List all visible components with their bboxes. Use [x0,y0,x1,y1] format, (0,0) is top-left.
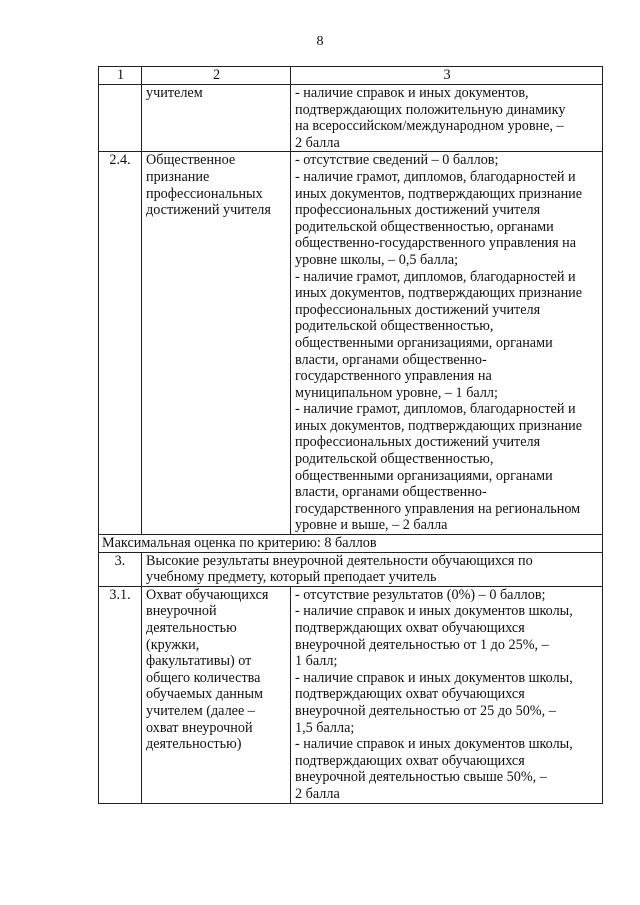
text-line: власти, органами общественно- [295,351,487,368]
text-line: достижений учителя [146,202,271,219]
text-line: профессиональных достижений учителя [295,301,541,318]
table-header-row [99,67,603,85]
text-line: Общественное [146,152,236,169]
table-row [99,552,603,586]
text-line: родительской общественностью, [295,318,494,335]
max-score-row [99,535,603,553]
text-line: профессиональных достижений учителя [295,202,541,219]
table-row [99,152,603,535]
text-line: охват внеурочной [146,719,253,736]
text-line: Охват обучающихся [146,586,269,603]
text-line: - наличие грамот, дипломов, благодарностей и [295,401,576,418]
row-number-cell: 2.4. [99,152,142,535]
text-line: внеурочной деятельностью от 1 до 25%, – [295,636,549,653]
text-line: 1,5 балла; [295,719,355,736]
table-row [99,586,603,803]
row-number-cell: 3.1. [99,586,142,803]
header-cell: 3 [291,67,603,85]
text-line: уровне школы, – 0,5 балла; [295,251,459,268]
scoring-cell [291,152,603,535]
section-title-cell [142,552,603,586]
text-line: 2 балла [295,134,340,151]
text-line: общественными организациями, органами [295,467,553,484]
criteria-table [98,66,603,804]
text-line: иных документов, подтверждающих признание [295,185,583,202]
text-line: - наличие справок и иных документов школы, [295,736,573,753]
text-line: 1 балл; [295,653,338,670]
text-line: деятельностью [146,620,237,636]
text-line: внеурочной деятельностью свыше 50%, – [295,769,547,786]
text-line: подтверждающих охват обучающихся [295,752,525,769]
text-line: иных документов, подтверждающих признание [295,285,583,302]
text-line: учителем [146,85,203,101]
text-line: признание [146,168,210,185]
row-number-cell [99,85,142,152]
text-line: внеурочной [146,603,217,620]
text-line: профессиональных достижений учителя [295,434,541,451]
text-line: - отсутствие сведений – 0 баллов; [295,152,499,169]
criterion-cell [142,152,291,535]
text-line: Высокие результаты внеурочной деятельности обучающихся по [146,552,533,569]
text-line: родительской общественностью, органами [295,218,554,235]
text-line: подтверждающих положительную динамику [295,101,566,118]
text-line: внеурочной деятельностью от 25 до 50%, – [295,702,556,719]
text-line: 2 балла [295,785,340,802]
text-line: учителем (далее – [146,702,255,719]
max-score-cell: Максимальная оценка по критерию: 8 баллов [99,535,603,553]
text-line: - наличие грамот, дипломов, благодарностей и [295,268,576,285]
scoring-cell [291,85,603,152]
text-line: деятельностью) [146,736,242,753]
text-line: учебному предмету, который преподает учитель [146,569,437,586]
text-line: власти, органами общественно- [295,484,487,501]
text-line: иных документов, подтверждающих признание [295,417,583,434]
text-line: муниципальном уровне, – 1 балл; [295,384,498,401]
text-line: - наличие справок и иных документов школы, [295,669,573,686]
text-line: общественно-государственного управления на [295,235,577,252]
header-cell: 1 [99,67,142,85]
criterion-cell [142,586,291,803]
text-line: (кружки, [146,636,200,653]
text-line: государственного управления на [295,368,492,385]
table-row [99,85,603,152]
header-cell: 2 [142,67,291,85]
text-line: родительской общественностью, [295,451,494,468]
scoring-cell [291,586,603,803]
text-line: на всероссийском/международном уровне, – [295,118,564,135]
criterion-cell [142,85,291,152]
text-line: профессиональных [146,185,263,202]
text-line: - наличие справок и иных документов школы, [295,603,573,620]
text-line: уровне и выше, – 2 балла [295,517,448,534]
text-line: - наличие справок и иных документов, [295,85,529,101]
text-line: факультативы) от [146,653,252,670]
page-number: 8 [316,34,324,49]
row-number-cell: 3. [99,552,142,586]
text-line: общественными организациями, органами [295,334,553,351]
text-line: - наличие грамот, дипломов, благодарностей и [295,168,576,185]
text-line: обучаемых данным [146,686,263,703]
text-line: государственного управления на региональном [295,500,581,517]
text-line: подтверждающих охват обучающихся [295,620,525,636]
text-line: подтверждающих охват обучающихся [295,686,525,703]
text-line: общего количества [146,669,261,686]
text-line: - отсутствие результатов (0%) – 0 баллов; [295,586,546,603]
